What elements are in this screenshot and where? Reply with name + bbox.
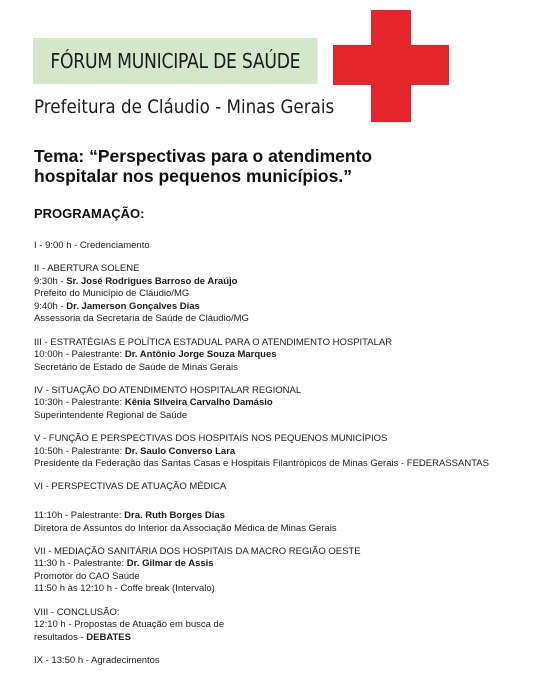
time: 10:50h - Palestrante: (34, 445, 125, 457)
speaker-name: Dr. Saulo Converso Lara (124, 445, 236, 457)
time: 9:40h - (34, 300, 67, 312)
speaker-name: Kênia Silveira Carvalho Damásio (124, 397, 273, 409)
speaker-name: Sr. José Rodrigues Barroso de Araújo (66, 275, 238, 287)
theme-line-1: Tema: “Perspectivas para o atendimento (34, 146, 373, 166)
theme-line-2: hospitalar nos pequenos municípios.” (34, 166, 352, 186)
agenda-section-title: V - FUNÇÃO E PERSPECTIVAS DOS HOSPITAIS NOS PEQUENOS MUNICÍPIOS (34, 433, 388, 445)
speaker-role: Superintendente Regional de Saúde (34, 410, 188, 422)
speaker-name: Dr. Gilmar de Assis (126, 558, 214, 570)
time: 11:10h - Palestrante: (34, 510, 125, 521)
program-heading: PROGRAMAÇÃO: (34, 206, 145, 221)
agenda-line (34, 301, 534, 314)
agenda-section-title: III - ESTRATÉGIAS E POLÍTICA ESTADUAL PARA O ATENDIMENTO HOSPITALAR (34, 336, 393, 348)
speaker-role: Assessoria da Secretaria de Saúde de Cláudio/MG (34, 313, 249, 325)
time: 9:30h - (34, 275, 67, 287)
time: 10:30h - Palestrante: (34, 397, 125, 409)
agenda-section-title: VIII - CONCLUSÃO: (34, 606, 120, 618)
red-cross-horizontal-bar (333, 45, 449, 85)
agenda-line (34, 446, 534, 459)
agenda-item-7 (34, 510, 534, 535)
speaker-role: Promotor do CAO Saúde (34, 570, 140, 582)
agenda-list (34, 240, 534, 678)
agenda-section-title: VII - MEDIAÇÃO SANITÁRIA DOS HOSPITAIS DA MACRO REGIÃO OESTE (34, 545, 361, 557)
speaker-name: Dr. Antônio Jorge Souza Marques (124, 349, 277, 361)
theme-heading (34, 146, 464, 186)
agenda-item-4 (34, 385, 534, 423)
speaker-role: Diretora de Assuntos do Interior da Associação Médica de Minas Gerais (34, 522, 337, 534)
speaker-role: Secretário de Estado de Saúde de Minas Gerais (34, 361, 238, 373)
agenda-section-title: II - ABERTURA SOLENE (34, 263, 140, 275)
speaker-name: Dr. Jamerson Gonçalves Dias (66, 300, 200, 312)
agenda-line: IX - 13:50 h - Agradecimentos (34, 654, 160, 666)
forum-title-banner: FÓRUM MUNICIPAL DE SAÚDE (33, 38, 318, 84)
agenda-section-title: VI - PERSPECTIVAS DE ATUAÇÃO MÉDICA (34, 481, 227, 493)
agenda-item-1 (34, 240, 534, 253)
agenda-item-5 (34, 433, 534, 471)
agenda-item-2 (34, 263, 534, 326)
agenda-item-10 (34, 655, 534, 668)
agenda-line (34, 632, 534, 645)
speaker-role: Presidente da Federação das Santas Casas e Hospitais Filantrópicos de Minas Gerais - FEDERASSANTAS (34, 458, 489, 470)
agenda-line: 12:10 h - Propostas de Atuação em busca de (34, 619, 225, 631)
agenda-item-6 (34, 481, 534, 494)
agenda-line (34, 510, 534, 523)
speaker-role: Prefeito do Município de Cláudio/MG (34, 288, 190, 300)
subtitle: Prefeitura de Cláudio - Minas Gerais (34, 96, 335, 118)
agenda-item-8 (34, 546, 534, 596)
agenda-section-title: IV - SITUAÇÃO DO ATENDIMENTO HOSPITALAR REGIONAL (34, 384, 302, 396)
debates-label: DEBATES (86, 631, 131, 643)
time: 11:30 h - Palestrante: (34, 558, 127, 570)
break-line: 11:50 h às 12:10 h - Coffe break (Intervalo) (34, 583, 215, 595)
agenda-line (34, 397, 534, 410)
text: resultados - (34, 631, 87, 643)
agenda-line (34, 349, 534, 362)
time: 10:00h - Palestrante: (34, 349, 125, 361)
agenda-item-9 (34, 607, 534, 645)
agenda-line (34, 558, 534, 571)
agenda-line: I - 9:00 h - Credenciamento (34, 240, 150, 251)
agenda-item-3 (34, 337, 534, 375)
speaker-name: Dra. Ruth Borges Dias (124, 510, 225, 521)
agenda-line (34, 276, 534, 289)
